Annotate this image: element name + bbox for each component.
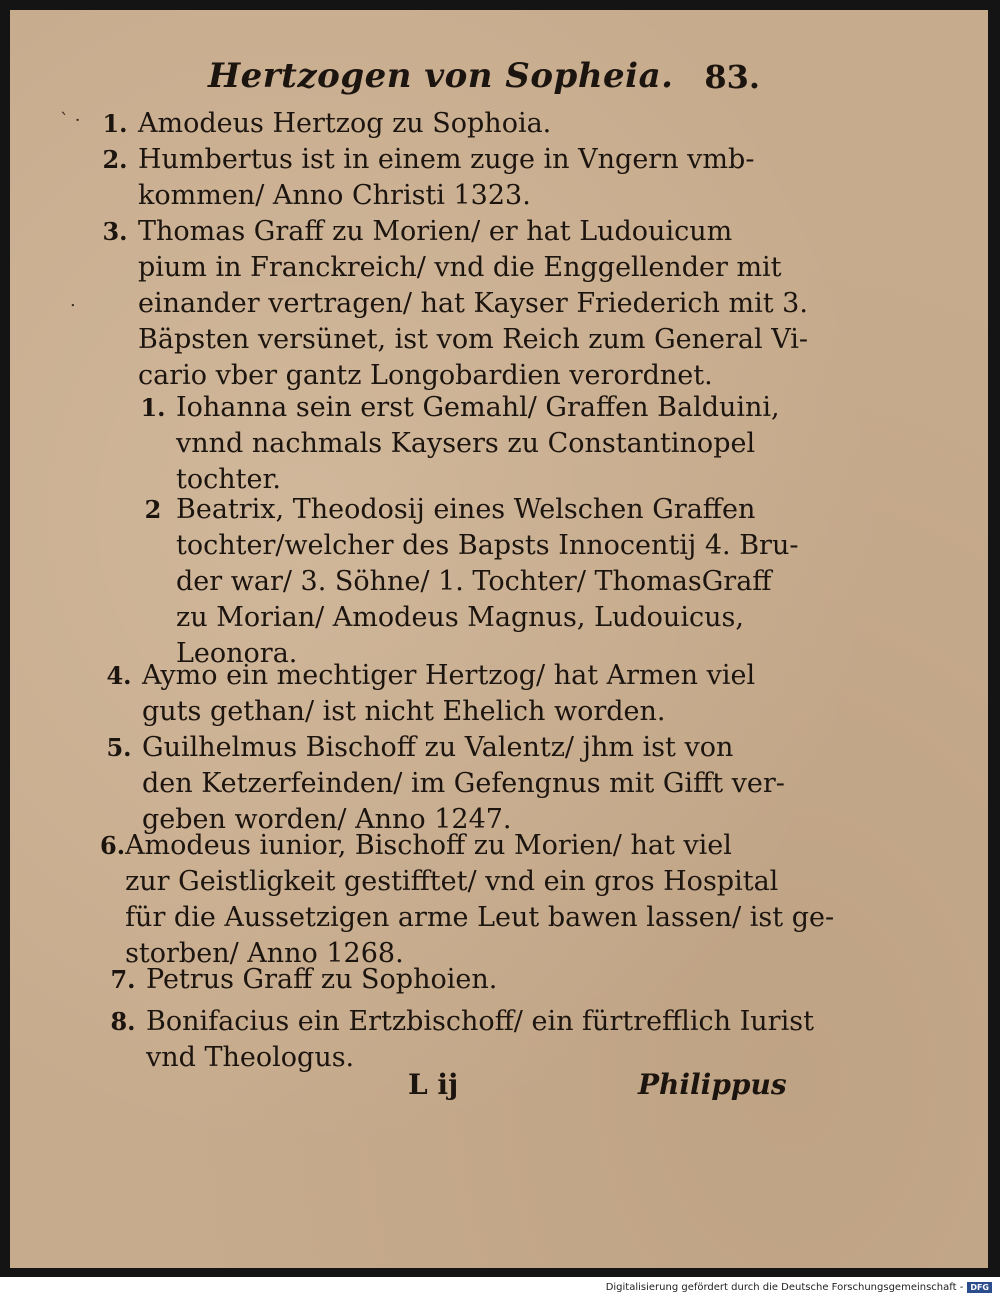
item-text [142, 658, 816, 730]
text-line: tochter. [176, 464, 281, 495]
item-number: 1. [140, 393, 166, 422]
text-line: zu Morian/ Amodeus Magnus, Ludouicus, [176, 602, 744, 633]
text-line: Thomas Graff zu Morien/ er hat Ludouicum [138, 216, 733, 247]
margin-mark: . [70, 290, 76, 311]
text-line: cario vber gantz Longobardien verordnet. [138, 360, 713, 391]
item-text [176, 492, 810, 672]
text-line: zur Geistligkeit gestifftet/ vnd ein gros Hospital [125, 866, 779, 897]
page-header [200, 52, 760, 110]
item-number: 7. [110, 965, 136, 994]
text-line: vnnd nachmals Kaysers zu Constantinopel [176, 428, 756, 459]
text-line: kommen/ Anno Christi 1323. [138, 180, 531, 211]
signature-mark: L ij [408, 1068, 459, 1101]
text-line: Bäpsten versünet, ist vom Reich zum General Vi- [138, 324, 809, 355]
item-number: 1. [102, 109, 128, 138]
item-number: 2. [102, 145, 128, 174]
credit-text: Digitalisierung gefördert durch die Deutsche Forschungsgemeinschaft - [605, 1282, 964, 1293]
text-line: guts gethan/ ist nicht Ehelich worden. [142, 696, 666, 727]
page-number: 83. [704, 58, 760, 96]
text-line: Amodeus iunior, Bischoff zu Morien/ hat viel [125, 830, 732, 861]
item-text [138, 214, 812, 394]
list-item [100, 962, 820, 998]
text-line: für die Aussetzigen arme Leut bawen lassen/ ist ge- [125, 902, 835, 933]
list-item [96, 730, 816, 838]
list-item [92, 106, 812, 142]
running-title: Hertzogen von Sopheia. [208, 56, 674, 96]
item-text [146, 962, 820, 998]
text-line: Iohanna sein erst Gemahl/ Graffen Balduini, [176, 392, 780, 423]
text-line: tochter/welcher des Bapsts Innocentij 4. Bru- [176, 530, 799, 561]
text-line: der war/ 3. Söhne/ 1. Tochter/ ThomasGraff [176, 566, 772, 597]
item-text [138, 106, 812, 142]
item-text [146, 1004, 820, 1076]
digitization-credit [606, 1282, 992, 1293]
text-line: Bonifacius ein Ertzbischoff/ ein fürtrefflich Iurist [146, 1006, 814, 1037]
list-item [100, 828, 835, 972]
text-line: Humbertus ist in einem zuge in Vngern vmb- [138, 144, 755, 175]
item-text [138, 142, 812, 214]
item-text [176, 390, 810, 498]
text-line: storben/ Anno 1268. [125, 938, 404, 969]
catchword: Philippus [638, 1068, 787, 1101]
text-line: den Ketzerfeinden/ im Gefengnus mit Gifft ver- [142, 768, 785, 799]
item-text [142, 730, 816, 838]
list-item [130, 390, 810, 498]
list-item [100, 1004, 820, 1076]
item-text [125, 828, 834, 972]
text-line: Petrus Graff zu Sophoien. [146, 964, 498, 995]
text-line: Amodeus Hertzog zu Sophoia. [138, 108, 552, 139]
item-number: 3. [102, 217, 128, 246]
text-line: vnd Theologus. [146, 1042, 355, 1073]
dfg-logo: DFG [967, 1282, 992, 1293]
list-item [92, 214, 812, 394]
margin-mark: ` · [60, 110, 81, 131]
item-number: 4. [106, 661, 132, 690]
book-page [10, 10, 988, 1268]
item-number: 8. [110, 1007, 136, 1036]
text-line: Aymo ein mechtiger Hertzog/ hat Armen viel [142, 660, 756, 691]
page-footer [10, 1068, 988, 1112]
list-item [92, 142, 812, 214]
item-number: 2 [144, 495, 162, 524]
item-number: 5. [106, 733, 132, 762]
text-line: Leonora. [176, 638, 298, 669]
text-line: Guilhelmus Bischoff zu Valentz/ jhm ist von [142, 732, 734, 763]
text-line: Beatrix, Theodosij eines Welschen Graffen [176, 494, 756, 525]
list-item [96, 658, 816, 730]
text-line: pium in Franckreich/ vnd die Enggellender mit [138, 252, 782, 283]
text-line: geben worden/ Anno 1247. [142, 804, 512, 835]
item-number: 6. [100, 831, 126, 860]
text-line: einander vertragen/ hat Kayser Friederich mit 3. [138, 288, 808, 319]
list-item [130, 492, 810, 672]
